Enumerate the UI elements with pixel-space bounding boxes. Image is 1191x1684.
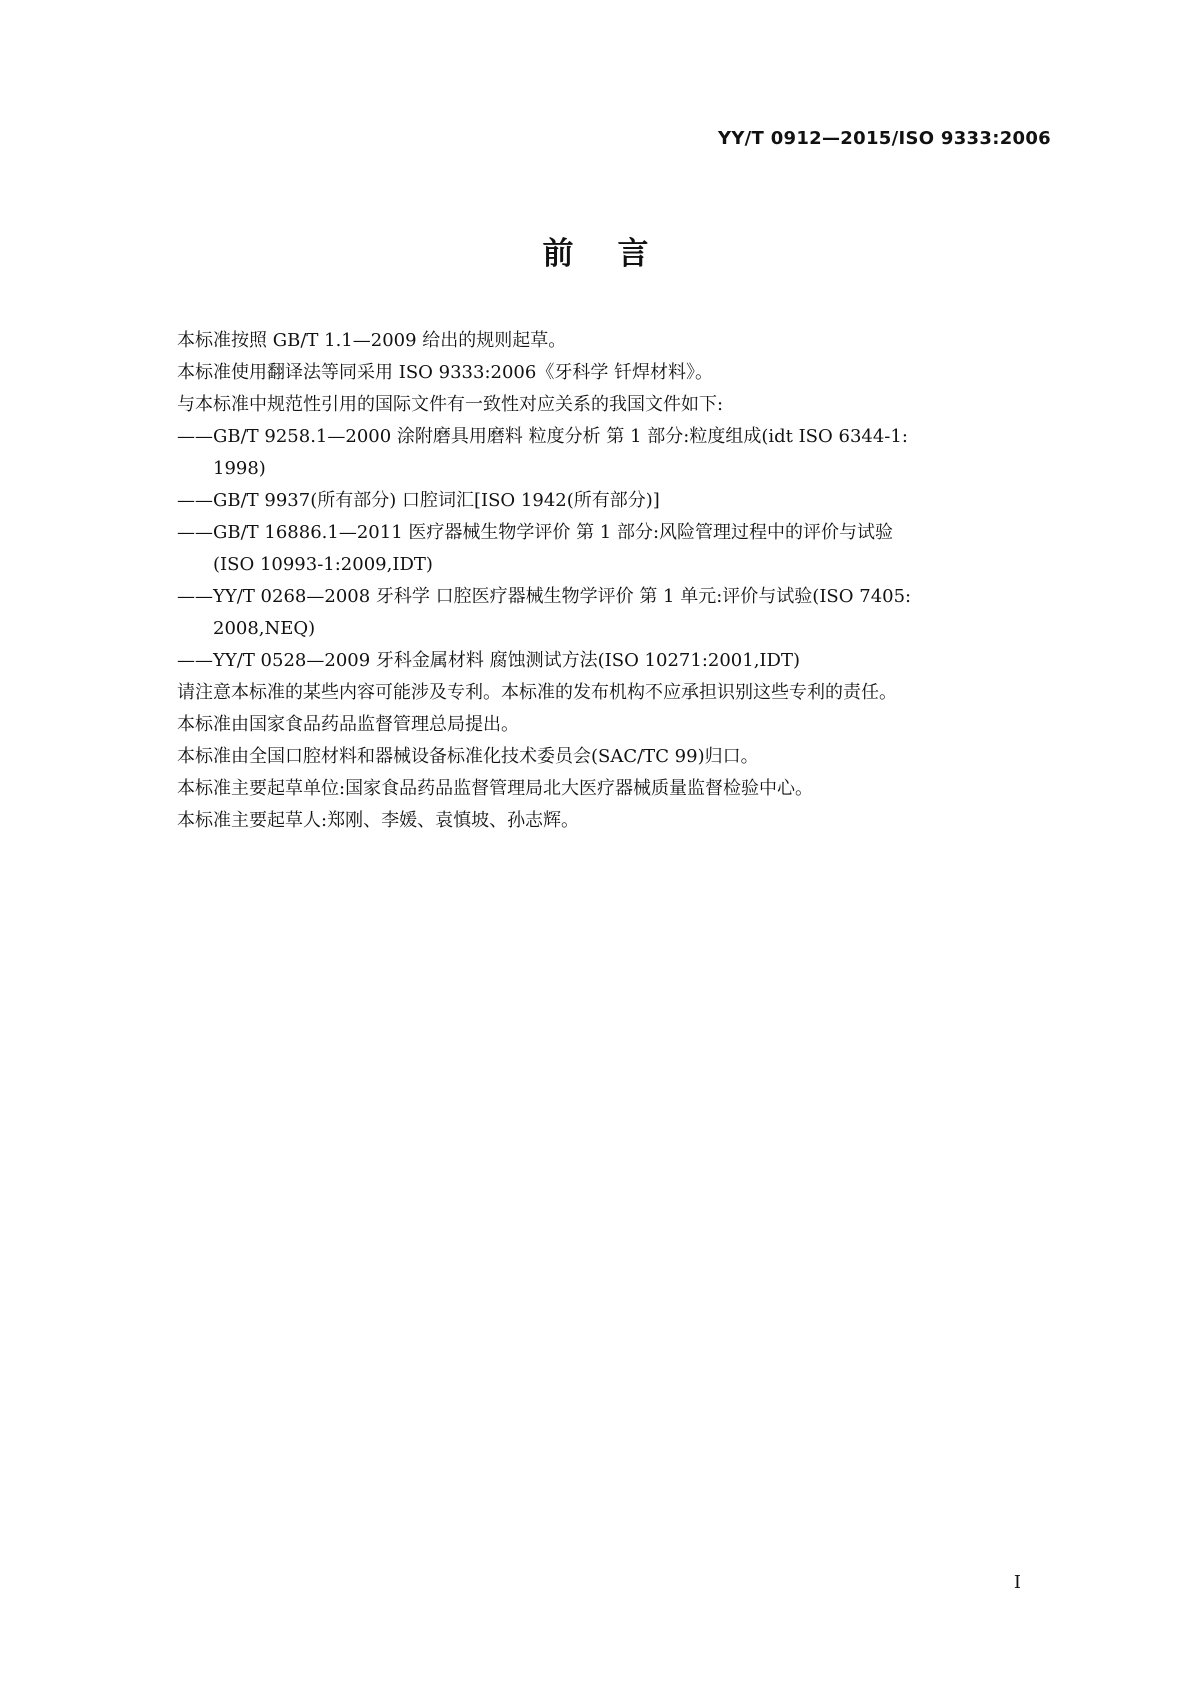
reference-item [177, 581, 1057, 645]
reference-continuation: 2008,NEQ) [213, 618, 316, 639]
adoption-paragraph: 本标准使用翻译法等同采用 ISO 9333:2006《牙科学 钎焊材料》。 [177, 362, 714, 383]
patent-notice-paragraph: 请注意本标准的某些内容可能涉及专利。本标准的发布机构不应承担识别这些专利的责任。 [177, 682, 897, 703]
reference-line: ——YY/T 0268—2008 牙科学 口腔医疗器械生物学评价 第 1 单元:评价与试验(ISO 7405: [177, 586, 912, 607]
reference-line: ——GB/T 9258.1—2000 涂附磨具用磨料 粒度分析 第 1 部分:粒度组成(idt ISO 6344-1: [177, 426, 908, 447]
reference-line: ——GB/T 16886.1—2011 医疗器械生物学评价 第 1 部分:风险管理过程中的评价与试验 [177, 522, 894, 543]
foreword-body [177, 325, 1057, 837]
reference-line: ——YY/T 0528—2009 牙科金属材料 腐蚀测试方法(ISO 10271:2001,IDT) [177, 650, 800, 671]
drafting-unit-paragraph: 本标准主要起草单位:国家食品药品监督管理局北大医疗器械质量监督检验中心。 [177, 778, 814, 799]
reference-item [177, 485, 1057, 517]
centralized-by-paragraph: 本标准由全国口腔材料和器械设备标准化技术委员会(SAC/TC 99)归口。 [177, 746, 759, 767]
proposer-paragraph: 本标准由国家食品药品监督管理总局提出。 [177, 714, 519, 735]
drafting-rules-paragraph: 本标准按照 GB/T 1.1—2009 给出的规则起草。 [177, 330, 567, 351]
reference-line: ——GB/T 9937(所有部分) 口腔词汇[ISO 1942(所有部分)] [177, 490, 660, 511]
drafters-paragraph: 本标准主要起草人:郑刚、李媛、袁慎坡、孙志辉。 [177, 810, 580, 831]
reference-item [177, 421, 1057, 485]
standard-number: YY/T 0912—2015/ISO 9333:2006 [718, 128, 1051, 149]
page-number: I [1013, 1572, 1021, 1593]
page-title: 前言 [542, 236, 693, 272]
reference-continuation: 1998) [213, 458, 266, 479]
reference-item [177, 517, 1057, 581]
references-intro-paragraph: 与本标准中规范性引用的国际文件有一致性对应关系的我国文件如下: [177, 394, 724, 415]
reference-continuation: (ISO 10993-1:2009,IDT) [213, 554, 433, 575]
reference-item [177, 645, 1057, 677]
